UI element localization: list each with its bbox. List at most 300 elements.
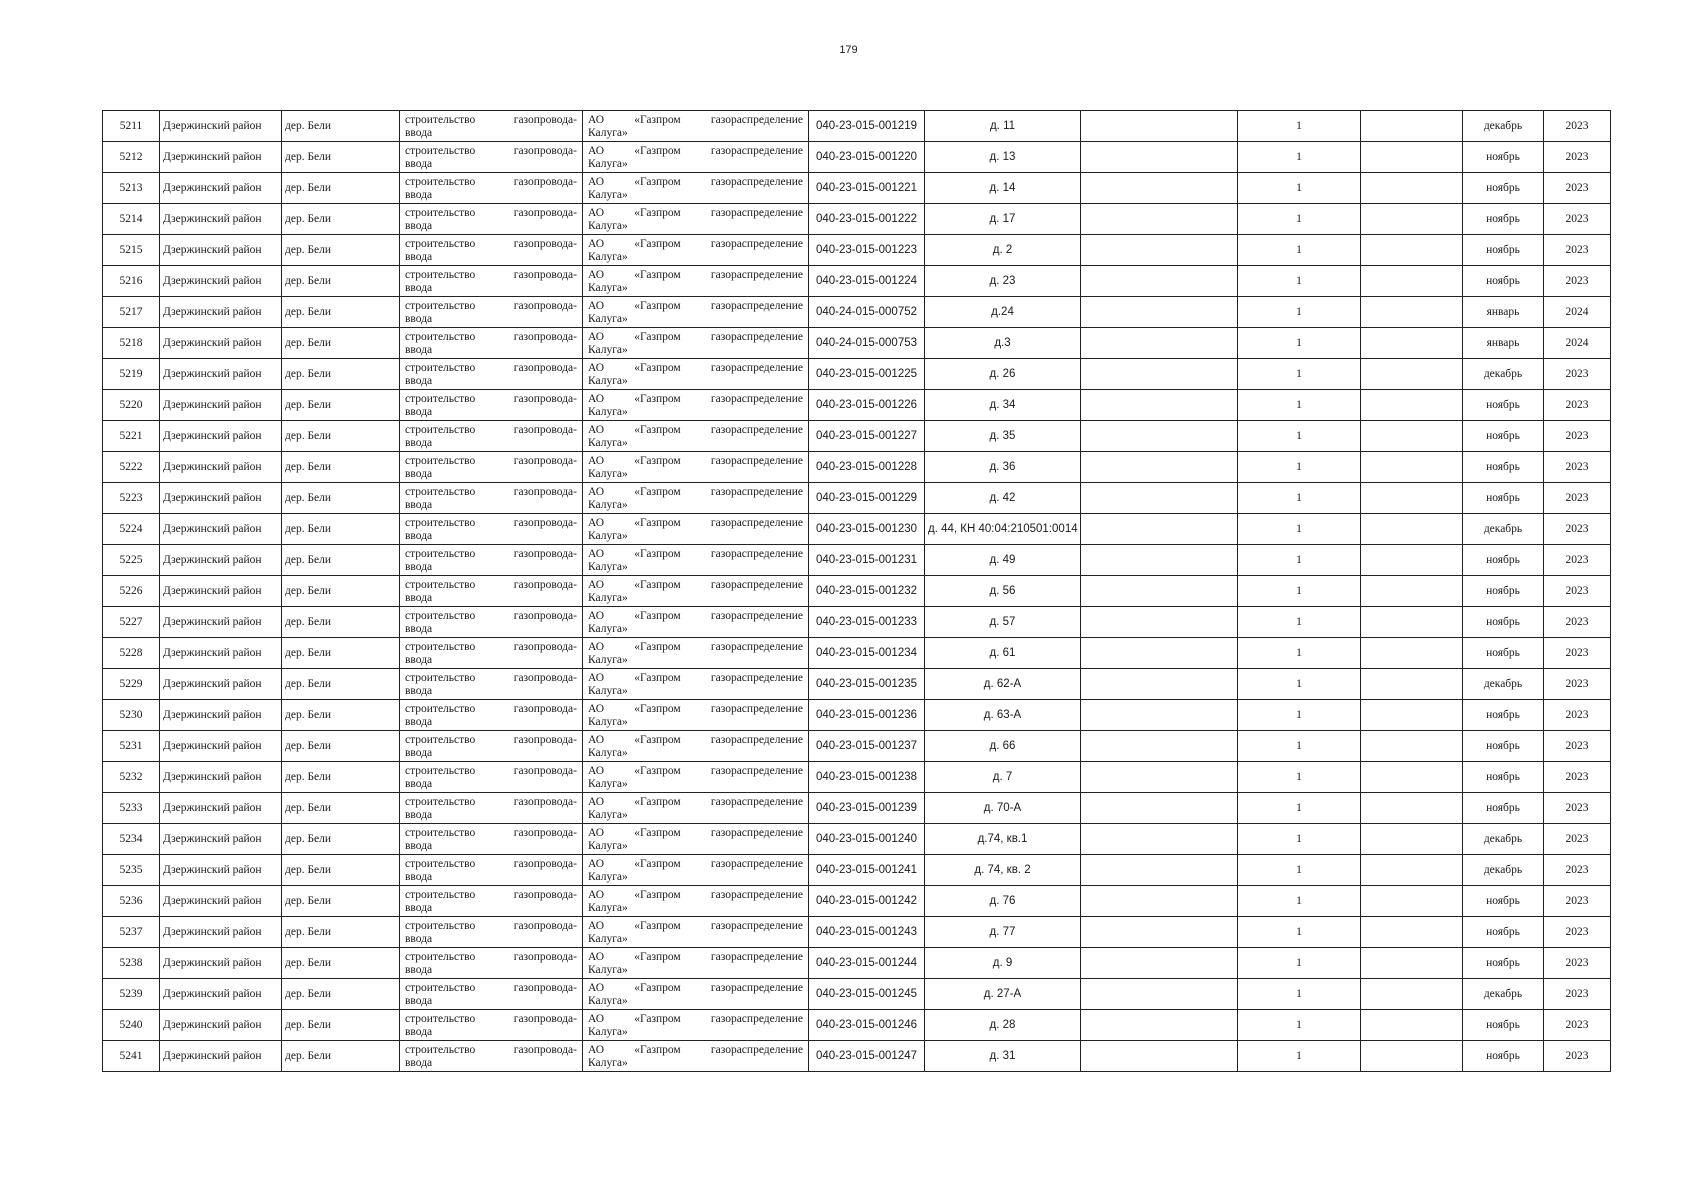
work-type-word2: газопровода- xyxy=(513,145,577,157)
organization-cell xyxy=(583,576,809,607)
object-code-cell: 040-23-015-001239 xyxy=(809,793,925,824)
address-cell: д. 35 xyxy=(925,421,1081,452)
year-cell: 2023 xyxy=(1544,483,1611,514)
empty-cell-1 xyxy=(1081,359,1238,390)
table-row xyxy=(103,700,1611,731)
org-word4: Калуга» xyxy=(588,158,628,170)
empty-cell-2 xyxy=(1361,514,1463,545)
row-number: 5226 xyxy=(103,576,160,607)
district-cell: Дзержинский район xyxy=(160,421,282,452)
settlement-cell: дер. Бели xyxy=(282,1041,400,1072)
org-word2: «Газпром xyxy=(634,238,681,250)
district-cell: Дзержинский район xyxy=(160,390,282,421)
work-type-word2: газопровода- xyxy=(513,610,577,622)
object-code-cell: 040-23-015-001247 xyxy=(809,1041,925,1072)
work-type-word2: газопровода- xyxy=(513,269,577,281)
object-code-cell: 040-23-015-001234 xyxy=(809,638,925,669)
org-word1: АО xyxy=(588,393,605,405)
object-code-cell: 040-23-015-001236 xyxy=(809,700,925,731)
work-type-word2: газопровода- xyxy=(513,920,577,932)
empty-cell-2 xyxy=(1361,824,1463,855)
district-cell: Дзержинский район xyxy=(160,607,282,638)
org-word1: АО xyxy=(588,300,605,312)
org-word3: газораспределение xyxy=(710,827,803,839)
year-cell: 2023 xyxy=(1544,266,1611,297)
org-word2: «Газпром xyxy=(634,393,681,405)
org-word4: Калуга» xyxy=(588,995,628,1007)
object-code-cell: 040-23-015-001233 xyxy=(809,607,925,638)
work-type-word3: ввода xyxy=(405,654,433,666)
org-word3: газораспределение xyxy=(710,796,803,808)
year-cell: 2023 xyxy=(1544,948,1611,979)
address-cell: д. 66 xyxy=(925,731,1081,762)
settlement-cell: дер. Бели xyxy=(282,483,400,514)
work-type-word1: строительство xyxy=(405,703,476,715)
organization-cell xyxy=(583,483,809,514)
empty-cell-2 xyxy=(1361,266,1463,297)
object-code-cell: 040-23-015-001237 xyxy=(809,731,925,762)
year-cell: 2023 xyxy=(1544,762,1611,793)
month-cell: ноябрь xyxy=(1463,1010,1544,1041)
empty-cell-1 xyxy=(1081,142,1238,173)
work-type-word1: строительство xyxy=(405,300,476,312)
settlement-cell: дер. Бели xyxy=(282,948,400,979)
quantity-cell: 1 xyxy=(1238,359,1361,390)
object-code-cell: 040-23-015-001241 xyxy=(809,855,925,886)
quantity-cell: 1 xyxy=(1238,576,1361,607)
object-code-cell: 040-23-015-001246 xyxy=(809,1010,925,1041)
work-type-word1: строительство xyxy=(405,455,476,467)
district-cell: Дзержинский район xyxy=(160,1010,282,1041)
work-type-word2: газопровода- xyxy=(513,424,577,436)
year-cell: 2023 xyxy=(1544,793,1611,824)
row-number: 5231 xyxy=(103,731,160,762)
month-cell: ноябрь xyxy=(1463,204,1544,235)
work-type-word3: ввода xyxy=(405,623,433,635)
empty-cell-2 xyxy=(1361,1010,1463,1041)
empty-cell-2 xyxy=(1361,421,1463,452)
row-number: 5213 xyxy=(103,173,160,204)
work-type-word1: строительство xyxy=(405,641,476,653)
table-row xyxy=(103,979,1611,1010)
quantity-cell: 1 xyxy=(1238,421,1361,452)
settlement-cell: дер. Бели xyxy=(282,793,400,824)
row-number: 5238 xyxy=(103,948,160,979)
year-cell: 2024 xyxy=(1544,328,1611,359)
table-row xyxy=(103,886,1611,917)
work-type-word1: строительство xyxy=(405,889,476,901)
org-word3: газораспределение xyxy=(710,672,803,684)
org-word3: газораспределение xyxy=(710,114,803,126)
quantity-cell: 1 xyxy=(1238,390,1361,421)
org-word3: газораспределение xyxy=(710,765,803,777)
quantity-cell: 1 xyxy=(1238,1041,1361,1072)
org-word4: Калуга» xyxy=(588,468,628,480)
work-type-word3: ввода xyxy=(405,809,433,821)
empty-cell-2 xyxy=(1361,359,1463,390)
district-cell: Дзержинский район xyxy=(160,855,282,886)
work-type-word3: ввода xyxy=(405,282,433,294)
org-word1: АО xyxy=(588,145,605,157)
district-cell: Дзержинский район xyxy=(160,266,282,297)
empty-cell-2 xyxy=(1361,576,1463,607)
month-cell: ноябрь xyxy=(1463,638,1544,669)
empty-cell-2 xyxy=(1361,948,1463,979)
organization-cell xyxy=(583,979,809,1010)
work-type-word3: ввода xyxy=(405,344,433,356)
address-cell: д. 11 xyxy=(925,111,1081,142)
district-cell: Дзержинский район xyxy=(160,979,282,1010)
object-code-cell: 040-23-015-001226 xyxy=(809,390,925,421)
object-code-cell: 040-23-015-001224 xyxy=(809,266,925,297)
empty-cell-2 xyxy=(1361,855,1463,886)
work-type-word1: строительство xyxy=(405,672,476,684)
organization-cell xyxy=(583,111,809,142)
org-word4: Калуга» xyxy=(588,375,628,387)
org-word2: «Газпром xyxy=(634,610,681,622)
empty-cell-2 xyxy=(1361,917,1463,948)
quantity-cell: 1 xyxy=(1238,886,1361,917)
object-code-cell: 040-23-015-001245 xyxy=(809,979,925,1010)
address-cell: д. 62-А xyxy=(925,669,1081,700)
org-word4: Калуга» xyxy=(588,220,628,232)
work-type-word3: ввода xyxy=(405,592,433,604)
table-row xyxy=(103,824,1611,855)
district-cell: Дзержинский район xyxy=(160,297,282,328)
row-number: 5224 xyxy=(103,514,160,545)
table-row xyxy=(103,1041,1611,1072)
org-word4: Калуга» xyxy=(588,313,628,325)
organization-cell xyxy=(583,917,809,948)
table-row xyxy=(103,545,1611,576)
org-word2: «Газпром xyxy=(634,858,681,870)
address-cell: д. 76 xyxy=(925,886,1081,917)
work-type-word3: ввода xyxy=(405,251,433,263)
org-word2: «Газпром xyxy=(634,982,681,994)
org-word4: Калуга» xyxy=(588,902,628,914)
district-cell: Дзержинский район xyxy=(160,359,282,390)
row-number: 5225 xyxy=(103,545,160,576)
org-word2: «Газпром xyxy=(634,362,681,374)
org-word2: «Газпром xyxy=(634,486,681,498)
empty-cell-1 xyxy=(1081,607,1238,638)
organization-cell xyxy=(583,638,809,669)
month-cell: ноябрь xyxy=(1463,762,1544,793)
district-cell: Дзержинский район xyxy=(160,762,282,793)
org-word2: «Газпром xyxy=(634,145,681,157)
month-cell: декабрь xyxy=(1463,979,1544,1010)
month-cell: ноябрь xyxy=(1463,142,1544,173)
org-word1: АО xyxy=(588,269,605,281)
settlement-cell: дер. Бели xyxy=(282,607,400,638)
settlement-cell: дер. Бели xyxy=(282,204,400,235)
row-number: 5228 xyxy=(103,638,160,669)
org-word4: Калуга» xyxy=(588,592,628,604)
address-cell: д. 49 xyxy=(925,545,1081,576)
org-word1: АО xyxy=(588,827,605,839)
row-number: 5220 xyxy=(103,390,160,421)
table-row xyxy=(103,1010,1611,1041)
empty-cell-2 xyxy=(1361,111,1463,142)
org-word1: АО xyxy=(588,548,605,560)
settlement-cell: дер. Бели xyxy=(282,359,400,390)
settlement-cell: дер. Бели xyxy=(282,235,400,266)
org-word1: АО xyxy=(588,982,605,994)
empty-cell-1 xyxy=(1081,917,1238,948)
settlement-cell: дер. Бели xyxy=(282,855,400,886)
table-row xyxy=(103,266,1611,297)
org-word2: «Газпром xyxy=(634,920,681,932)
work-type-cell xyxy=(400,700,583,731)
org-word1: АО xyxy=(588,734,605,746)
work-type-word2: газопровода- xyxy=(513,331,577,343)
empty-cell-1 xyxy=(1081,390,1238,421)
org-word3: газораспределение xyxy=(710,176,803,188)
work-type-word3: ввода xyxy=(405,220,433,232)
organization-cell xyxy=(583,545,809,576)
org-word3: газораспределение xyxy=(710,207,803,219)
work-type-word1: строительство xyxy=(405,486,476,498)
settlement-cell: дер. Бели xyxy=(282,1010,400,1041)
org-word3: газораспределение xyxy=(710,858,803,870)
table-row xyxy=(103,762,1611,793)
registry-table xyxy=(102,110,1611,1072)
work-type-word3: ввода xyxy=(405,313,433,325)
work-type-word2: газопровода- xyxy=(513,734,577,746)
address-cell: д. 17 xyxy=(925,204,1081,235)
work-type-word2: газопровода- xyxy=(513,517,577,529)
work-type-word3: ввода xyxy=(405,561,433,573)
year-cell: 2023 xyxy=(1544,669,1611,700)
organization-cell xyxy=(583,421,809,452)
quantity-cell: 1 xyxy=(1238,483,1361,514)
org-word3: газораспределение xyxy=(710,982,803,994)
year-cell: 2023 xyxy=(1544,1041,1611,1072)
address-cell: д. 70-А xyxy=(925,793,1081,824)
quantity-cell: 1 xyxy=(1238,545,1361,576)
work-type-cell xyxy=(400,1041,583,1072)
org-word2: «Газпром xyxy=(634,703,681,715)
quantity-cell: 1 xyxy=(1238,1010,1361,1041)
org-word4: Калуга» xyxy=(588,561,628,573)
row-number: 5223 xyxy=(103,483,160,514)
row-number: 5216 xyxy=(103,266,160,297)
district-cell: Дзержинский район xyxy=(160,1041,282,1072)
row-number: 5227 xyxy=(103,607,160,638)
table-row xyxy=(103,948,1611,979)
month-cell: ноябрь xyxy=(1463,235,1544,266)
work-type-cell xyxy=(400,824,583,855)
year-cell: 2023 xyxy=(1544,700,1611,731)
org-word2: «Газпром xyxy=(634,114,681,126)
row-number: 5235 xyxy=(103,855,160,886)
work-type-word3: ввода xyxy=(405,158,433,170)
organization-cell xyxy=(583,173,809,204)
district-cell: Дзержинский район xyxy=(160,917,282,948)
address-cell: д. 28 xyxy=(925,1010,1081,1041)
empty-cell-2 xyxy=(1361,452,1463,483)
work-type-cell xyxy=(400,1010,583,1041)
settlement-cell: дер. Бели xyxy=(282,421,400,452)
work-type-word2: газопровода- xyxy=(513,641,577,653)
year-cell: 2023 xyxy=(1544,855,1611,886)
quantity-cell: 1 xyxy=(1238,948,1361,979)
quantity-cell: 1 xyxy=(1238,142,1361,173)
settlement-cell: дер. Бели xyxy=(282,297,400,328)
work-type-word2: газопровода- xyxy=(513,672,577,684)
month-cell: декабрь xyxy=(1463,855,1544,886)
work-type-word3: ввода xyxy=(405,1057,433,1069)
row-number: 5233 xyxy=(103,793,160,824)
settlement-cell: дер. Бели xyxy=(282,266,400,297)
page-number: 179 xyxy=(839,44,858,56)
quantity-cell: 1 xyxy=(1238,762,1361,793)
year-cell: 2023 xyxy=(1544,359,1611,390)
address-cell: д. 57 xyxy=(925,607,1081,638)
empty-cell-2 xyxy=(1361,235,1463,266)
work-type-word3: ввода xyxy=(405,127,433,139)
settlement-cell: дер. Бели xyxy=(282,111,400,142)
work-type-word1: строительство xyxy=(405,269,476,281)
quantity-cell: 1 xyxy=(1238,204,1361,235)
quantity-cell: 1 xyxy=(1238,514,1361,545)
work-type-cell xyxy=(400,948,583,979)
org-word2: «Газпром xyxy=(634,734,681,746)
organization-cell xyxy=(583,204,809,235)
month-cell: ноябрь xyxy=(1463,483,1544,514)
org-word4: Калуга» xyxy=(588,685,628,697)
object-code-cell: 040-23-015-001230 xyxy=(809,514,925,545)
district-cell: Дзержинский район xyxy=(160,824,282,855)
settlement-cell: дер. Бели xyxy=(282,917,400,948)
district-cell: Дзержинский район xyxy=(160,545,282,576)
work-type-word3: ввода xyxy=(405,716,433,728)
work-type-word2: газопровода- xyxy=(513,238,577,250)
work-type-word3: ввода xyxy=(405,375,433,387)
work-type-word1: строительство xyxy=(405,579,476,591)
row-number: 5232 xyxy=(103,762,160,793)
object-code-cell: 040-23-015-001221 xyxy=(809,173,925,204)
org-word4: Калуга» xyxy=(588,1026,628,1038)
empty-cell-1 xyxy=(1081,979,1238,1010)
org-word4: Калуга» xyxy=(588,840,628,852)
org-word1: АО xyxy=(588,610,605,622)
org-word1: АО xyxy=(588,889,605,901)
org-word3: газораспределение xyxy=(710,703,803,715)
month-cell: декабрь xyxy=(1463,824,1544,855)
row-number: 5222 xyxy=(103,452,160,483)
month-cell: ноябрь xyxy=(1463,173,1544,204)
work-type-word1: строительство xyxy=(405,145,476,157)
empty-cell-2 xyxy=(1361,731,1463,762)
address-cell: д. 42 xyxy=(925,483,1081,514)
month-cell: ноябрь xyxy=(1463,700,1544,731)
quantity-cell: 1 xyxy=(1238,452,1361,483)
district-cell: Дзержинский район xyxy=(160,700,282,731)
work-type-cell xyxy=(400,452,583,483)
org-word1: АО xyxy=(588,238,605,250)
work-type-word2: газопровода- xyxy=(513,1044,577,1056)
year-cell: 2023 xyxy=(1544,824,1611,855)
settlement-cell: дер. Бели xyxy=(282,824,400,855)
empty-cell-1 xyxy=(1081,731,1238,762)
work-type-cell xyxy=(400,328,583,359)
quantity-cell: 1 xyxy=(1238,669,1361,700)
org-word4: Калуга» xyxy=(588,933,628,945)
table-row xyxy=(103,328,1611,359)
month-cell: ноябрь xyxy=(1463,390,1544,421)
org-word1: АО xyxy=(588,765,605,777)
quantity-cell: 1 xyxy=(1238,855,1361,886)
work-type-word3: ввода xyxy=(405,995,433,1007)
settlement-cell: дер. Бели xyxy=(282,979,400,1010)
empty-cell-2 xyxy=(1361,793,1463,824)
org-word1: АО xyxy=(588,455,605,467)
table-row xyxy=(103,204,1611,235)
organization-cell xyxy=(583,142,809,173)
org-word4: Калуга» xyxy=(588,778,628,790)
org-word2: «Газпром xyxy=(634,1013,681,1025)
organization-cell xyxy=(583,855,809,886)
org-word3: газораспределение xyxy=(710,610,803,622)
empty-cell-1 xyxy=(1081,576,1238,607)
address-cell: д. 36 xyxy=(925,452,1081,483)
empty-cell-1 xyxy=(1081,204,1238,235)
year-cell: 2023 xyxy=(1544,638,1611,669)
work-type-word2: газопровода- xyxy=(513,455,577,467)
address-cell: д. 44, КН 40:04:210501:0014 xyxy=(925,514,1081,545)
org-word3: газораспределение xyxy=(710,1044,803,1056)
org-word1: АО xyxy=(588,579,605,591)
row-number: 5219 xyxy=(103,359,160,390)
table-row xyxy=(103,917,1611,948)
work-type-cell xyxy=(400,886,583,917)
work-type-word1: строительство xyxy=(405,1013,476,1025)
organization-cell xyxy=(583,390,809,421)
object-code-cell: 040-23-015-001238 xyxy=(809,762,925,793)
org-word3: газораспределение xyxy=(710,734,803,746)
work-type-word2: газопровода- xyxy=(513,362,577,374)
empty-cell-1 xyxy=(1081,452,1238,483)
work-type-word3: ввода xyxy=(405,747,433,759)
address-cell: д. 61 xyxy=(925,638,1081,669)
row-number: 5234 xyxy=(103,824,160,855)
org-word2: «Газпром xyxy=(634,641,681,653)
empty-cell-1 xyxy=(1081,1041,1238,1072)
address-cell: д. 23 xyxy=(925,266,1081,297)
org-word4: Калуга» xyxy=(588,809,628,821)
organization-cell xyxy=(583,235,809,266)
table-row xyxy=(103,452,1611,483)
empty-cell-1 xyxy=(1081,638,1238,669)
empty-cell-2 xyxy=(1361,142,1463,173)
work-type-word1: строительство xyxy=(405,920,476,932)
row-number: 5239 xyxy=(103,979,160,1010)
settlement-cell: дер. Бели xyxy=(282,638,400,669)
org-word1: АО xyxy=(588,672,605,684)
org-word2: «Газпром xyxy=(634,1044,681,1056)
work-type-word1: строительство xyxy=(405,827,476,839)
empty-cell-1 xyxy=(1081,669,1238,700)
organization-cell xyxy=(583,514,809,545)
empty-cell-1 xyxy=(1081,1010,1238,1041)
org-word2: «Газпром xyxy=(634,269,681,281)
address-cell: д.74, кв.1 xyxy=(925,824,1081,855)
work-type-cell xyxy=(400,917,583,948)
org-word3: газораспределение xyxy=(710,238,803,250)
org-word4: Калуга» xyxy=(588,282,628,294)
organization-cell xyxy=(583,359,809,390)
